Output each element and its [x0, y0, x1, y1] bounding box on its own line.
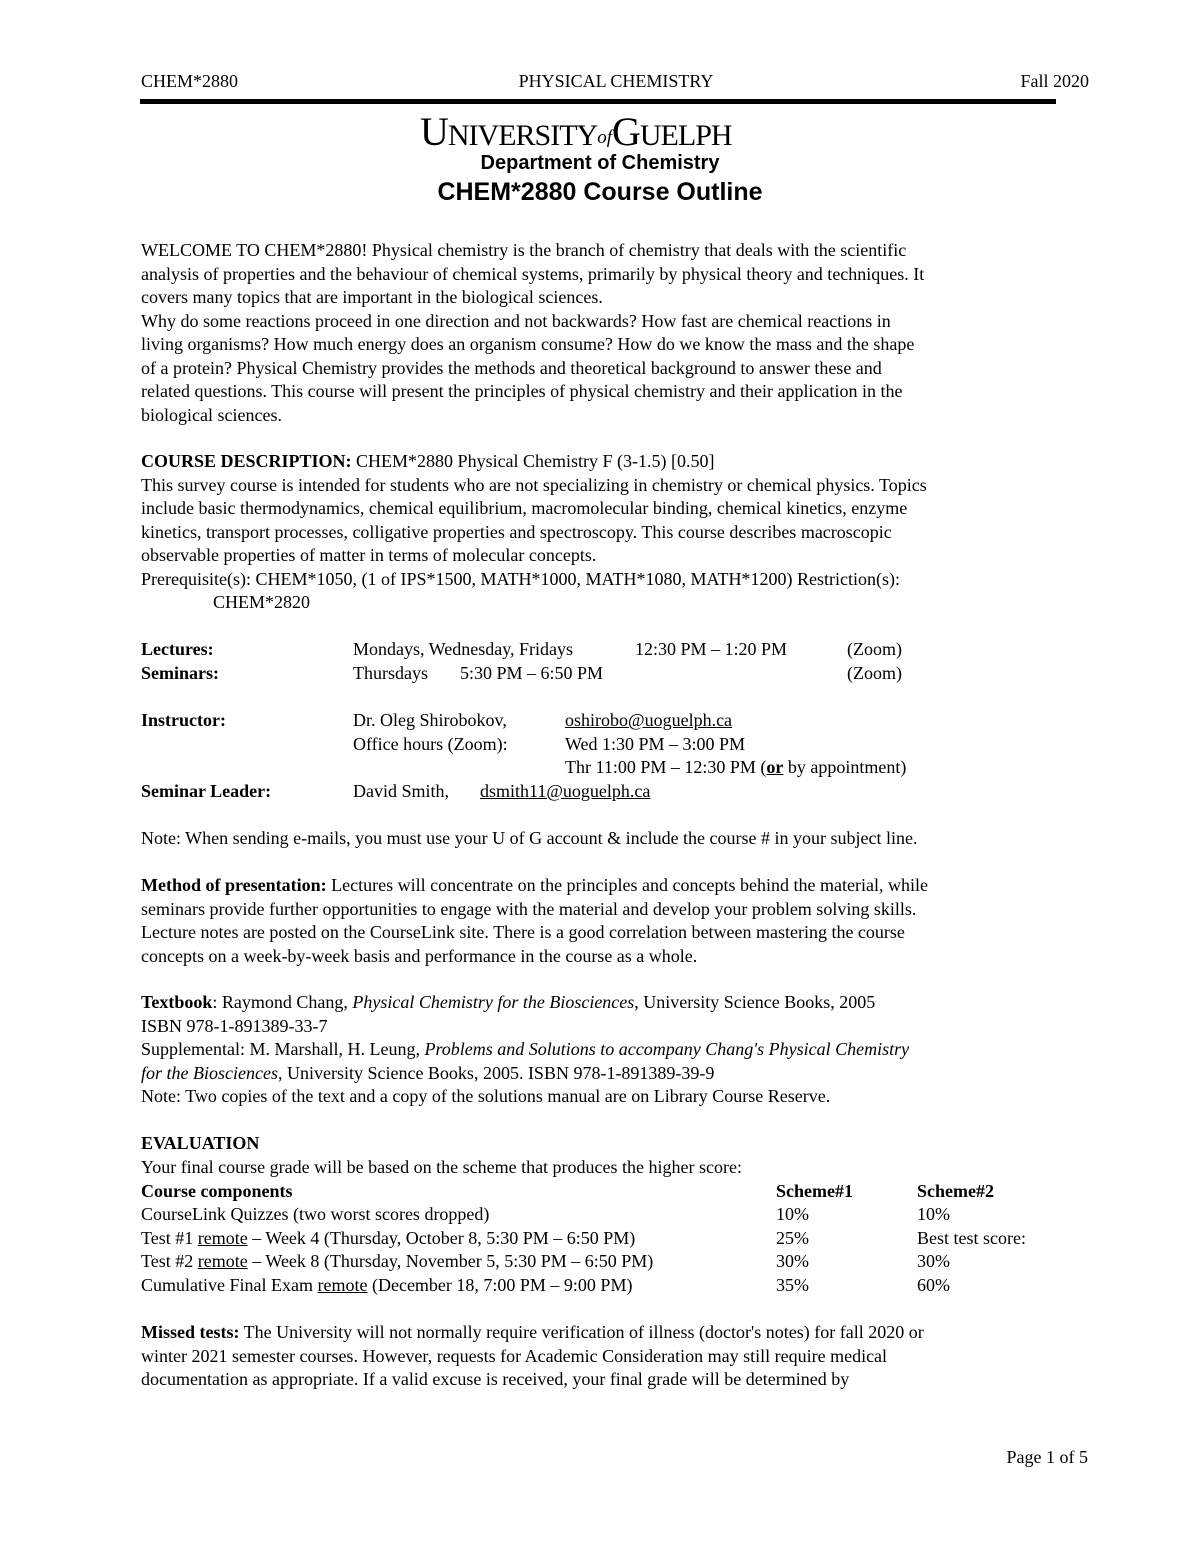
method-line: Lecture notes are posted on the CourseLink site. There is a good correlation between mastering the course — [141, 922, 905, 942]
intro-line: biological sciences. — [141, 404, 282, 425]
evaluation-row-scheme1: 25% — [776, 1228, 809, 1248]
seminars-days: Thursdays — [353, 663, 428, 683]
evaluation-row-component: Cumulative Final Exam remote (December 18, 7:00 PM – 9:00 PM) — [141, 1275, 633, 1295]
supplemental-title: Problems and Solutions to accompany Chang's Physical Chemistry — [424, 1039, 910, 1059]
page-number: Page 1 of 5 — [1006, 1447, 1088, 1467]
intro-line: living organisms? How much energy does an organism consume? How do we know the mass and the shape — [141, 334, 915, 354]
textbook-title: Physical Chemistry for the Biosciences — [352, 992, 635, 1012]
seminar-leader-label: Seminar Leader: — [141, 781, 272, 801]
column-header-components: Course components — [141, 1181, 293, 1201]
textbook-isbn: ISBN 978-1-891389-33-7 — [141, 1015, 328, 1036]
header-course-code: CHEM*2880 — [141, 71, 239, 91]
intro-line: analysis of properties and the behaviour of chemical systems, primarily by physical theory and techniques. It — [141, 263, 925, 284]
missed-tests-label: Missed tests: — [141, 1322, 240, 1342]
seminars-time: 5:30 PM – 6:50 PM — [460, 663, 604, 683]
course-description-heading: CHEM*2880 Physical Chemistry F (3-1.5) [0.50] — [351, 451, 715, 471]
header-rule — [140, 99, 1056, 104]
description-line: kinetics, transport processes, colligative properties and spectroscopy. This course describes macroscopic — [141, 521, 892, 542]
evaluation-row-scheme2: 10% — [917, 1204, 950, 1224]
missed-tests-paragraph: Missed tests: The University will not normally require verification of illness (doctor's notes) for fall 2020 or winter 2021 semester courses. However, requests for Academic Consideration may still require medical documentation as appropriate. If a valid excuse is received, your final grade will be determined by — [141, 1321, 1091, 1392]
university-logo: UNIVERSITYofGUELPH — [420, 109, 732, 154]
intro-line: Why do some reactions proceed in one direction and not backwards? How fast are chemical reactions in — [141, 310, 891, 331]
intro-paragraph — [141, 239, 1091, 427]
course-description — [141, 450, 1091, 615]
evaluation-row-component: CourseLink Quizzes (two worst scores dropped) — [141, 1204, 490, 1224]
missed-tests-line: winter 2021 semester courses. However, requests for Academic Consideration may still require medical — [141, 1345, 888, 1366]
seminars-label: Seminars: — [141, 663, 219, 683]
office-hours-label: Office hours (Zoom): — [353, 734, 508, 754]
intro-line: WELCOME TO CHEM*2880! Physical chemistry is the branch of chemistry that deals with the scientific — [141, 240, 907, 260]
description-line: This survey course is intended for students who are not specializing in chemistry or chemical physics. Topics — [141, 474, 927, 495]
description-line: include basic thermodynamics, chemical equilibrium, macromolecular binding, chemical kinetics, enzyme — [141, 498, 908, 518]
intro-line: related questions. This course will present the principles of physical chemistry and their application in the — [141, 381, 903, 401]
email-note: Note: When sending e-mails, you must use your U of G account & include the course # in your subject line. — [141, 828, 918, 848]
instructor-name: Dr. Oleg Shirobokov, — [353, 710, 507, 730]
instructor-email-link[interactable]: oshirobo@uoguelph.ca — [565, 710, 733, 730]
office-hours-2: Thr 11:00 PM – 12:30 PM (or by appointment) — [565, 757, 907, 777]
column-header-scheme1: Scheme#1 — [776, 1181, 853, 1201]
lectures-label: Lectures: — [141, 639, 214, 659]
evaluation-row-component: Test #1 remote – Week 4 (Thursday, October 8, 5:30 PM – 6:50 PM) — [141, 1228, 636, 1248]
lectures-mode: (Zoom) — [847, 639, 902, 659]
evaluation-row-scheme2: 30% — [917, 1251, 950, 1271]
prerequisite-line: Prerequisite(s): CHEM*1050, (1 of IPS*1500, MATH*1000, MATH*1080, MATH*1200) Restriction(s): — [141, 568, 900, 589]
seminar-leader-name: David Smith, — [353, 781, 450, 801]
column-header-scheme2: Scheme#2 — [917, 1181, 994, 1201]
missed-tests-line: documentation as appropriate. If a valid excuse is received, your final grade will be determined by — [141, 1369, 850, 1389]
evaluation-row-component: Test #2 remote – Week 8 (Thursday, November 5, 5:30 PM – 6:50 PM) — [141, 1251, 654, 1271]
lectures-time: 12:30 PM – 1:20 PM — [635, 639, 788, 659]
intro-line: of a protein? Physical Chemistry provides the methods and theoretical background to answer these and — [141, 357, 882, 378]
description-line: observable properties of matter in terms of molecular concepts. — [141, 545, 597, 565]
evaluation-row-scheme1: 35% — [776, 1275, 809, 1295]
textbook-label: Textbook — [141, 992, 213, 1012]
page-title: CHEM*2880 Course Outline — [437, 178, 763, 206]
method-line: seminars provide further opportunities to engage with the material and develop your problem solving skills. — [141, 898, 917, 919]
reserve-note: Note: Two copies of the text and a copy of the solutions manual are on Library Course Reserve. — [141, 1086, 831, 1106]
evaluation-intro: Your final course grade will be based on the scheme that produces the higher score: — [141, 1157, 742, 1177]
evaluation-row-scheme2: Best test score: — [917, 1228, 1026, 1248]
evaluation-row-scheme1: 10% — [776, 1204, 809, 1224]
lectures-days: Mondays, Wednesday, Fridays — [353, 639, 574, 659]
evaluation-row-scheme1: 30% — [776, 1251, 809, 1271]
intro-line: covers many topics that are important in the biological sciences. — [141, 287, 603, 307]
evaluation-row-scheme2: 60% — [917, 1275, 950, 1295]
textbook-paragraph: Textbook: Raymond Chang, Physical Chemistry for the Biosciences, University Science Books, 2005 ISBN 978-1-891389-33-7 Supplemental: M. Marshall, H. Leung, Problems and Solutions to accompany Chang's Physical Chemistry for the Biosciences, University Science Books, 2005. ISBN 978-1-891389-39-9 Note: Two copies of the text and a copy of the solutions manual are on Library Course Reserve. — [141, 991, 1091, 1109]
seminar-leader-email-link[interactable]: dsmith11@uoguelph.ca — [480, 781, 651, 801]
evaluation-heading: EVALUATION — [141, 1133, 260, 1153]
office-hours-1: Wed 1:30 PM – 3:00 PM — [565, 734, 746, 754]
header-term: Fall 2020 — [1020, 71, 1089, 91]
method-paragraph: Method of presentation: Lectures will concentrate on the principles and concepts behind the material, while seminars provide further opportunities to engage with the material and develop your problem solving skills. Lecture notes are posted on the CourseLink site. There is a good correlation between mastering the course concepts on a week-by-week basis and performance in the course as a whole. — [141, 874, 1091, 968]
course-description-label: COURSE DESCRIPTION: — [141, 451, 352, 471]
seminars-mode: (Zoom) — [847, 663, 902, 683]
method-label: Method of presentation: — [141, 875, 327, 895]
method-line: concepts on a week-by-week basis and performance in the course as a whole. — [141, 945, 698, 966]
department-name: Department of Chemistry — [480, 152, 720, 174]
instructor-label: Instructor: — [141, 710, 226, 730]
restriction-value: CHEM*2820 — [213, 592, 311, 612]
header-course-name: PHYSICAL CHEMISTRY — [518, 71, 714, 91]
